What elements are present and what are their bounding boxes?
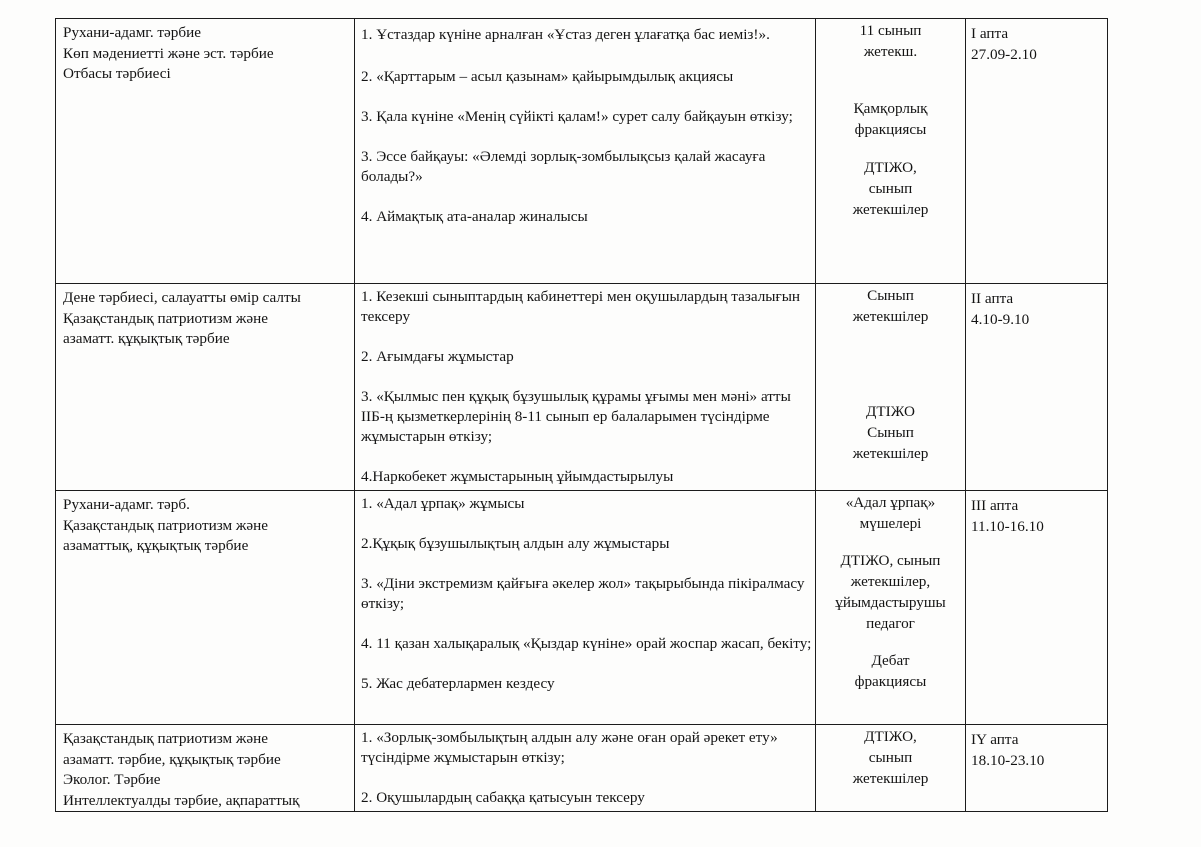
responsible-cell xyxy=(816,725,966,812)
direction-line: азаматт. тәрбие, құқықтық тәрбие xyxy=(63,750,281,768)
responsible-item: Сынып жетекшілер xyxy=(852,287,929,325)
table-row xyxy=(56,19,1108,284)
responsible-item: 11 сынып жетекш. xyxy=(859,22,922,60)
activity-item: 1. «Адал ұрпақ» жұмысы xyxy=(361,495,525,512)
week-label: ІY апта xyxy=(971,731,1019,748)
direction-line: Рухани-адамг. тәрбие xyxy=(63,24,201,41)
activity-item: 5. Жас дебатерлармен кездесу xyxy=(361,675,555,692)
direction-line: Көп мәдениетті және эст. тәрбие xyxy=(63,44,274,62)
week-dates: 27.09-2.10 xyxy=(971,46,1037,63)
week-dates: 4.10-9.10 xyxy=(971,311,1030,328)
direction-cell xyxy=(56,491,355,725)
direction-line: Дене тәрбиесі, салауатты өмір салты xyxy=(63,289,301,306)
activities-cell xyxy=(355,19,816,284)
activity-item: 2.Құқық бұзушылықтың алдын алу жұмыстары xyxy=(361,535,670,552)
activity-item: 2. «Қарттарым – асыл қазынам» қайырымдылық акциясы xyxy=(361,68,734,85)
direction-line: азаматт. құқықтық тәрбие xyxy=(63,330,230,347)
direction-cell xyxy=(56,19,355,284)
responsible-item: «Адал ұрпақ» мүшелері xyxy=(845,494,936,532)
direction-line: Қазақстандық патриотизм және xyxy=(63,309,269,327)
direction-line: азаматтық, құқықтық тәрбие xyxy=(63,537,249,554)
direction-line: Эколог. Тәрбие xyxy=(63,771,161,788)
activity-item: 1. Ұстаздар күніне арналған «Ұстаз деген ұлағатқа бас иеміз!». xyxy=(361,26,770,43)
responsible-item: ДТІЖО, сынып жетекшілер, ұйымдастырушы педагог xyxy=(835,552,946,632)
direction-cell xyxy=(56,725,355,812)
direction-line: Қазақстандық патриотизм және xyxy=(63,516,269,534)
direction-cell xyxy=(56,284,355,491)
week-cell xyxy=(966,491,1108,725)
week-dates: 11.10-16.10 xyxy=(971,518,1044,535)
table-row xyxy=(56,491,1108,725)
responsible-cell xyxy=(816,19,966,284)
responsible-cell xyxy=(816,491,966,725)
week-cell xyxy=(966,284,1108,491)
week-label: І апта xyxy=(971,25,1009,42)
week-cell xyxy=(966,19,1108,284)
responsible-item: ДТІЖО, сынып жетекшілер xyxy=(852,159,929,218)
direction-line: Рухани-адамг. тәрб. xyxy=(63,496,190,513)
activity-item: 2. Оқушылардың сабаққа қатысуын тексеру xyxy=(361,789,645,806)
activity-item: 2. Ағымдағы жұмыстар xyxy=(361,348,514,365)
responsible-item: ДТІЖО Сынып жетекшілер xyxy=(852,403,929,462)
week-dates: 18.10-23.10 xyxy=(971,752,1045,769)
direction-line: Қазақстандық патриотизм және xyxy=(63,730,269,747)
direction-line: Отбасы тәрбиесі xyxy=(63,65,171,82)
activities-cell xyxy=(355,491,816,725)
responsible-item: Қамқорлық фракциясы xyxy=(853,100,928,138)
week-label: ІІ апта xyxy=(971,290,1014,307)
responsible-item: ДТІЖО, сынып жетекшілер xyxy=(852,728,929,787)
week-label: ІІІ апта xyxy=(971,497,1019,514)
responsible-cell xyxy=(816,284,966,491)
week-cell xyxy=(966,725,1108,812)
activity-item: 3. Қала күніне «Менің сүйікті қалам!» сурет салу байқауын өткізу; xyxy=(361,108,793,125)
activity-plan-table xyxy=(55,18,1108,812)
activities-cell xyxy=(355,284,816,491)
responsible-item: Дебат фракциясы xyxy=(854,652,927,690)
activity-item: 4. 11 қазан халықаралық «Қыздар күніне» орай жоспар жасап, бекіту; xyxy=(361,635,812,652)
activity-item: 4.Наркобекет жұмыстарының ұйымдастырылуы xyxy=(361,468,674,485)
activity-item: 4. Аймақтық ата-аналар жиналысы xyxy=(361,208,588,225)
direction-line: Интеллектуалды тәрбие, ақпараттық xyxy=(63,791,300,809)
activity-item: 3. «Діни экстремизм қайғыға әкелер жол» тақырыбында пікіралмасу өткізу; xyxy=(361,575,805,612)
table-row xyxy=(56,284,1108,491)
table-row xyxy=(56,725,1108,812)
activities-cell xyxy=(355,725,816,812)
activity-item: 1. Кезекші сыныптардың кабинеттері мен оқушылардың тазалығын тексеру xyxy=(361,288,801,325)
activity-item: 3. Эссе байқауы: «Әлемді зорлық-зомбылықсыз қалай жасауға болады?» xyxy=(361,148,766,185)
activity-item: 1. «Зорлық-зомбылықтың алдын алу және оған орай әрекет ету» түсіндірме жұмыстарын өткізу; xyxy=(361,729,778,766)
activity-item: 3. «Қылмыс пен құқық бұзушылық құрамы ұғымы мен мәні» атты ІІБ-ң қызметкерлерінің 8-11 сынып ер балаларымен түсіндірме жұмыстарын өткізу; xyxy=(361,388,791,445)
